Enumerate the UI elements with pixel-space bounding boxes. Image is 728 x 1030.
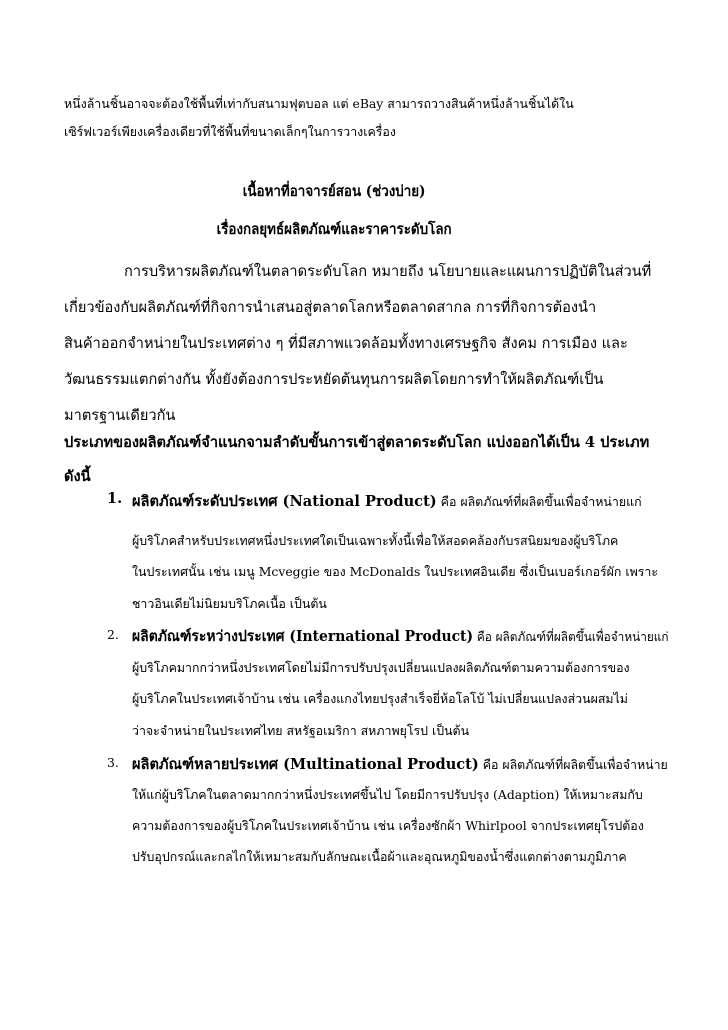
paragraph-line: วัฒนธรรมแตกต่างกัน ทั้งยังต้องการประหยัดต้นทุนการผลิตโดยการทำให้ผลิตภัณฑ์เป็น [64,371,604,388]
item-term: ผลิตภัณฑ์หลายประเทศ (Multinational Product) [132,756,479,773]
section-title: เนื้อหาที่อาจารย์สอน (ช่วงบ่าย) [242,183,426,200]
item-text-line: ผู้บริโภคในประเทศเจ้าบ้าน เช่น เครื่องแกงไทยปรุงสำเร็จยี่ห้อโลโบ้ ไม่เปลี่ยนแปลงส่วนผสมไม่ [132,691,628,706]
item-text-line: ชาวอินเดียไม่นิยมบริโภคเนื้อ เป็นต้น [132,596,327,611]
types-heading-line: ดังนี้ [64,468,91,485]
item-text-line: ในประเทศนั้น เช่น เมนู Mcveggie ของ McDonalds ในประเทศอินเดีย ซึ่งเป็นเบอร์เกอร์ผัก เพราะ [132,564,659,579]
item-text: คือ ผลิตภัณฑ์ที่ผลิตขึ้นเพื่อจำหน่ายแก่ [473,629,669,644]
item-text: คือ ผลิตภัณฑ์ที่ผลิตขึ้นเพื่อจำหน่ายแก่ [436,494,642,509]
types-heading-line: ประเภทของผลิตภัณฑ์จำแนกจามลำดับขั้นการเข้าสู่ตลาดระดับโลก แบ่งออกได้เป็น 4 ประเภท [64,434,650,451]
paragraph-line: การบริหารผลิตภัณฑ์ในตลาดระดับโลก หมายถึง นโยบายและแผนการปฏิบัติในส่วนที่ [124,263,652,280]
paragraph-line: เกี่ยวข้องกับผลิตภัณฑ์ที่กิจการนำเสนอสู่ตลาดโลกหรือตลาดสากล การที่กิจการต้องนำ [64,299,597,316]
paragraph-line: สินค้าออกจำหน่ายในประเทศต่าง ๆ ที่มีสภาพแวดล้อมทั้งทางเศรษฐกิจ สังคม การเมือง และ [64,335,628,352]
item-text-line: ความต้องการของผู้บริโภคในประเทศเจ้าบ้าน เช่น เครื่องซักผ้า Whirlpool จากประเทศยุโรปต้อง [132,818,644,833]
list-item [132,490,642,513]
paragraph-line: มาตรฐานเดียวกัน [64,407,176,424]
item-number: 1. [107,490,123,507]
item-text-line: ว่าจะจำหน่ายในประเทศไทย สหรัฐอเมริกา สหภาพยุโรป เป็นต้น [132,723,470,738]
item-text-line: ปรับอุปกรณ์และกลไกให้เหมาะสมกับลักษณะเนื้อผ้าและอุณหภูมิของน้ำซึ่งแตกต่างตามภูมิภาค [132,849,627,864]
item-text-line: ผู้บริโภคมากกว่าหนึ่งประเทศโดยไม่มีการปรับปรุงเปลี่ยนแปลงผลิตภัณฑ์ตามความต้องการของ [132,660,630,675]
item-term: ผลิตภัณฑ์ระดับประเทศ (National Product) [132,493,437,510]
list-item [132,753,668,776]
list-item [132,625,669,648]
intro-line: เซิร์ฟเวอร์เพียงเครื่องเดียวที่ใช้พื้นที่ขนาดเล็กๆในการวางเครื่อง [64,124,396,139]
item-text: คือ ผลิตภัณฑ์ที่ผลิตขึ้นเพื่อจำหน่าย [478,757,668,772]
intro-line: หนึ่งล้านชิ้นอาจจะต้องใช้พื้นที่เท่ากับสนามฟุตบอล แต่ eBay สามารถวางสินค้าหนึ่งล้านชิ้นได้ใน [64,96,574,111]
item-text-line: ให้แก่ผู้บริโภคในตลาดมากกว่าหนึ่งประเทศขึ้นไป โดยมีการปรับปรุง (Adaption) ให้เหมาะสมกับ [132,787,643,802]
item-text-line: ผู้บริโภคสำหรับประเทศหนึ่งประเทศใดเป็นเฉพาะทั้งนี้เพื่อให้สอดคล้องกับรสนิยมของผู้บริโภค [132,533,619,548]
item-term: ผลิตภัณฑ์ระหว่างประเทศ (International Product) [132,628,474,645]
item-number: 3. [107,755,119,770]
section-subtitle: เรื่องกลยุทธ์ผลิตภัณฑ์และราคาระดับโลก [216,221,452,238]
item-number: 2. [107,627,119,642]
